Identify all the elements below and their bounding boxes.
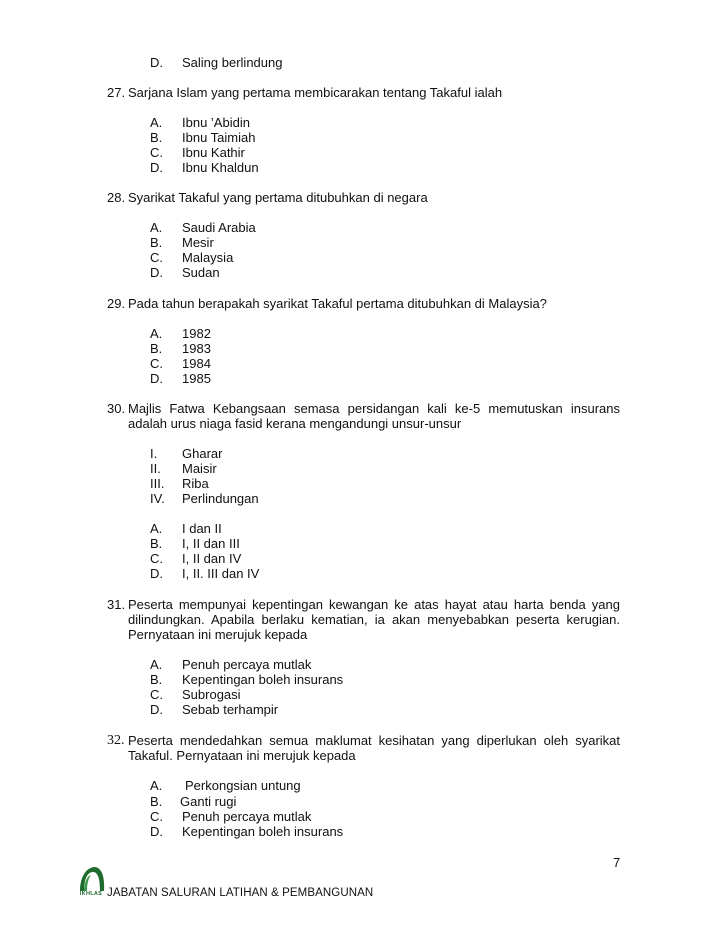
- option-text: Ibnu Kathir: [182, 145, 245, 160]
- statement-text: Maisir: [182, 461, 217, 476]
- statement-numeral: IV.: [150, 491, 165, 506]
- option-letter: C.: [150, 250, 163, 265]
- question-number: 31.: [107, 597, 126, 612]
- option-letter: D.: [150, 371, 163, 386]
- option-letter: A.: [150, 220, 163, 235]
- question-number: 28.: [107, 190, 126, 205]
- option-text: Kepentingan boleh insurans: [182, 824, 344, 839]
- footer-org-text: JABATAN SALURAN LATIHAN & PEMBANGUNAN: [107, 887, 374, 899]
- question-text: Pada tahun berapakah syarikat Takaful pertama ditubuhkan di Malaysia?: [128, 296, 547, 311]
- option-letter: B.: [150, 341, 163, 356]
- option-text: Saudi Arabia: [182, 220, 256, 235]
- option-letter: A.: [150, 521, 163, 536]
- statement-numeral: II.: [150, 461, 161, 476]
- option-letter: D.: [150, 566, 163, 581]
- ikhlas-logo: [74, 863, 108, 899]
- option-letter: A.: [150, 115, 163, 130]
- option-text: 1984: [182, 356, 211, 371]
- option-letter: C.: [150, 145, 163, 160]
- statement-numeral: III.: [150, 476, 165, 491]
- option-text: Sebab terhampir: [182, 702, 279, 717]
- option-text: Mesir: [182, 235, 214, 250]
- option-letter: D.: [150, 55, 163, 70]
- option-letter: A.: [150, 326, 163, 341]
- page-number: 7: [613, 855, 621, 870]
- option-letter: C.: [150, 356, 163, 371]
- option-text: I, II dan IV: [182, 551, 242, 566]
- option-letter: A.: [150, 657, 163, 672]
- option-text: Penuh percaya mutlak: [182, 809, 312, 824]
- question-text: adalah urus niaga fasid kerana mengandungi unsur-unsur: [128, 416, 462, 431]
- option-letter: B.: [150, 672, 163, 687]
- question-text: Sarjana Islam yang pertama membicarakan tentang Takaful ialah: [128, 85, 503, 100]
- option-letter: C.: [150, 551, 163, 566]
- option-letter: D.: [150, 702, 163, 717]
- option-letter: D.: [150, 265, 163, 280]
- statement-text: Riba: [182, 476, 209, 491]
- option-text: Ibnu ’Abidin: [182, 115, 250, 130]
- statement-numeral: I.: [150, 446, 158, 461]
- option-letter: A.: [150, 778, 163, 793]
- option-text: Saling berlindung: [182, 55, 283, 70]
- question-text: Pernyataan ini merujuk kepada: [128, 627, 308, 642]
- question-number: 30.: [107, 401, 126, 416]
- option-letter: B.: [150, 794, 163, 809]
- question-number: 29.: [107, 296, 126, 311]
- option-text: I dan II: [182, 521, 222, 536]
- logo-text: IKHLAS: [79, 891, 103, 897]
- statement-text: Perlindungan: [182, 491, 259, 506]
- option-text: 1983: [182, 341, 211, 356]
- option-text: I, II. III dan IV: [182, 566, 260, 581]
- question-text: Peserta mempunyai kepentingan kewangan ke atas hayat atau harta benda yang: [128, 597, 620, 612]
- option-text: Ibnu Taimiah: [182, 130, 256, 145]
- option-text: Ganti rugi: [180, 794, 237, 809]
- option-text: Kepentingan boleh insurans: [182, 672, 344, 687]
- question-number: 32.: [107, 733, 125, 748]
- question-text: Majlis Fatwa Kebangsaan semasa persidangan kali ke-5 memutuskan insurans: [128, 401, 620, 416]
- option-letter: B.: [150, 130, 163, 145]
- option-text: 1985: [182, 371, 211, 386]
- option-text: I, II dan III: [182, 536, 240, 551]
- statement-text: Gharar: [182, 446, 223, 461]
- question-text: Syarikat Takaful yang pertama ditubuhkan di negara: [128, 190, 428, 205]
- question-text: dilindungkan. Apabila berlaku kematian, ia akan menyebabkan peserta kerugian.: [128, 612, 620, 627]
- question-text: Takaful. Pernyataan ini merujuk kepada: [128, 748, 356, 763]
- option-letter: D.: [150, 160, 163, 175]
- option-text: Sudan: [182, 265, 220, 280]
- option-letter: B.: [150, 536, 163, 551]
- option-letter: C.: [150, 809, 163, 824]
- option-text: Ibnu Khaldun: [182, 160, 259, 175]
- option-letter: D.: [150, 824, 163, 839]
- option-letter: B.: [150, 235, 163, 250]
- option-text: Subrogasi: [182, 687, 241, 702]
- option-text: Perkongsian untung: [185, 778, 301, 793]
- option-text: Malaysia: [182, 250, 234, 265]
- option-text: 1982: [182, 326, 211, 341]
- question-number: 27.: [107, 85, 126, 100]
- option-letter: C.: [150, 687, 163, 702]
- option-text: Penuh percaya mutlak: [182, 657, 312, 672]
- question-text: Peserta mendedahkan semua maklumat kesihatan yang diperlukan oleh syarikat: [128, 733, 620, 748]
